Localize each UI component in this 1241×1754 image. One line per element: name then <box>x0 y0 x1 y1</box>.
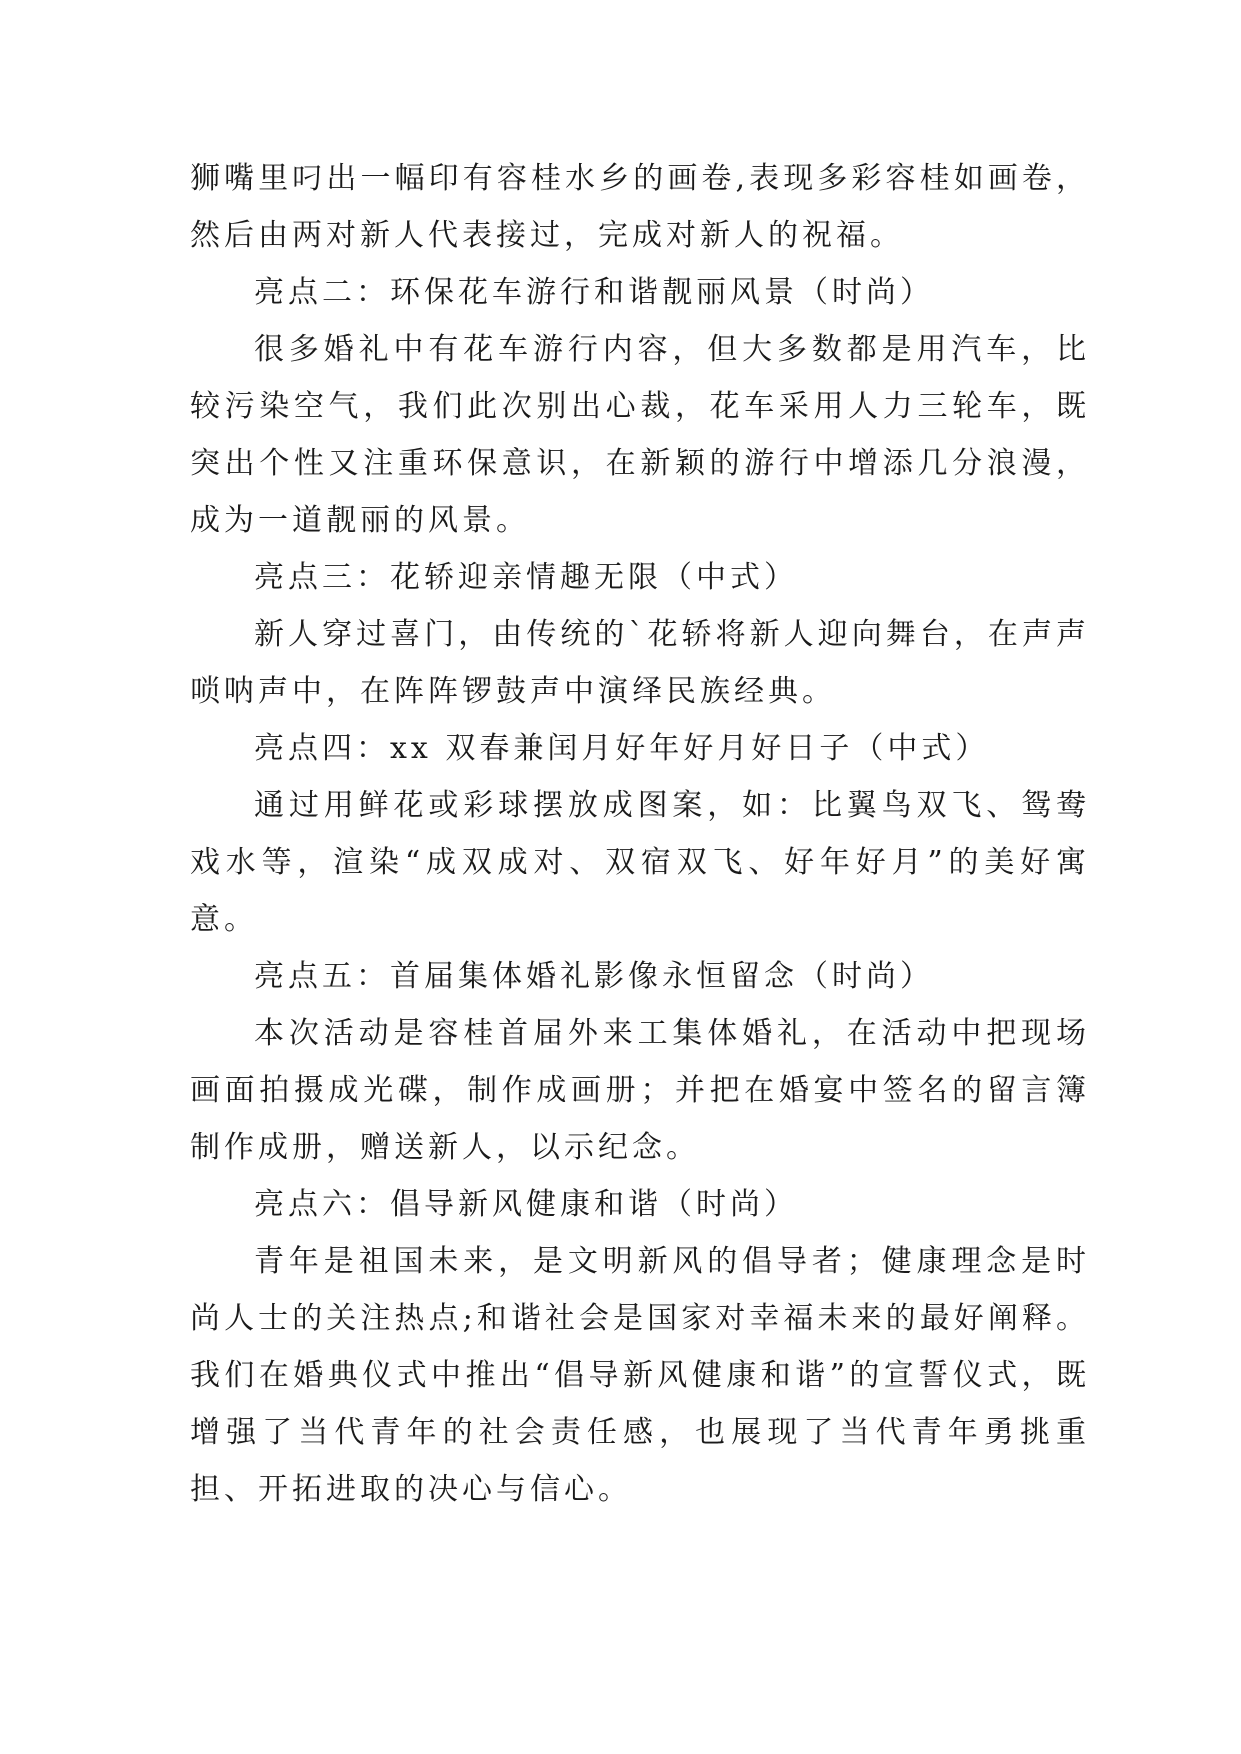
heading-highlight-4: 亮点四：xx 双春兼闰月好年好月好日子（中式） <box>254 731 990 766</box>
paragraph-continuation: 狮嘴里叼出一幅印有容桂水乡的画卷,表现多彩容桂如画卷，然后由两对新人代表接过，完成对新人的祝福。 <box>190 161 1090 253</box>
paragraph-highlight-3: 新人穿过喜门，由传统的`花轿将新人迎向舞台，在声声唢呐声中，在阵阵锣鼓声中演绎民族经典。 <box>190 617 1090 709</box>
paragraph-highlight-2: 很多婚礼中有花车游行内容，但大多数都是用汽车，比较污染空气，我们此次别出心裁，花车采用人力三轮车，既突出个性又注重环保意识，在新颖的游行中增添几分浪漫，成为一道靓丽的风景。 <box>190 332 1090 538</box>
paragraph-highlight-4: 通过用鲜花或彩球摆放成图案，如：比翼鸟双飞、鸳鸯戏水等，渲染“成双成对、双宿双飞、好年好月”的美好寓意。 <box>190 788 1090 937</box>
heading-highlight-5: 亮点五：首届集体婚礼影像永恒留念（时尚） <box>254 959 934 994</box>
paragraph-highlight-6: 青年是祖国未来，是文明新风的倡导者；健康理念是时尚人士的关注热点;和谐社会是国家对幸福未来的最好阐释。我们在婚典仪式中推出“倡导新风健康和谐”的宣誓仪式，既增强了当代青年的社会责任感，也展现了当代青年勇挑重担、开拓进取的决心与信心。 <box>190 1244 1090 1507</box>
heading-highlight-6: 亮点六：倡导新风健康和谐（时尚） <box>254 1187 798 1222</box>
heading-highlight-2: 亮点二：环保花车游行和谐靓丽风景（时尚） <box>254 275 934 310</box>
document-body <box>190 150 1090 1518</box>
heading-highlight-3: 亮点三：花轿迎亲情趣无限（中式） <box>254 560 798 595</box>
paragraph-highlight-5: 本次活动是容桂首届外来工集体婚礼，在活动中把现场画面拍摄成光碟，制作成画册；并把在婚宴中签名的留言簿制作成册，赠送新人，以示纪念。 <box>190 1016 1090 1165</box>
